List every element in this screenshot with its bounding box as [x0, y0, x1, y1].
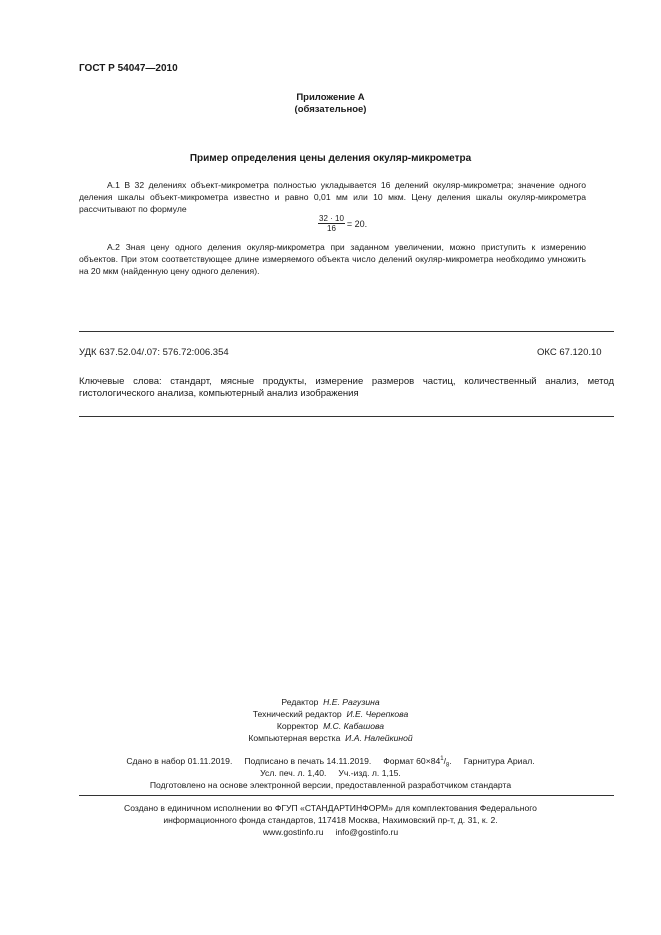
imprint-set-date: Сдано в набор 01.11.2019.: [126, 756, 233, 766]
formula-result: = 20.: [346, 218, 368, 229]
appendix-title: Приложение А: [296, 92, 365, 103]
formula-numerator: 32 · 10: [319, 214, 344, 223]
formula-denominator: 16: [327, 224, 336, 233]
imprint-line-2: [0, 768, 661, 778]
standard-header: ГОСТ Р 54047—2010: [79, 63, 178, 74]
format-frac-den: 8: [446, 762, 450, 769]
imprint-line-1: [0, 756, 661, 769]
appendix-status: (обязательное): [294, 104, 367, 115]
publisher-line-1: Создано в единичном исполнении во ФГУП «СТАНДАРТИНФОРМ» для комплектования Федерального: [124, 803, 537, 813]
editor-name: Н.Е. Рагузина: [323, 697, 380, 707]
divider-top: [79, 331, 614, 332]
imprint-publ-sheets: Уч.-изд. л. 1,15.: [338, 768, 401, 778]
udk-code: УДК 637.52.04/.07: 576.72:006.354: [79, 347, 229, 358]
credit-editor: [0, 697, 661, 707]
corrector-name: М.С. Кабашова: [323, 721, 385, 731]
imprint-print-sheets: Усл. печ. л. 1,40.: [260, 768, 327, 778]
imprint-font: Гарнитура Ариал.: [463, 756, 535, 766]
section-title: Пример определения цены деления окуляр-микрометра: [189, 153, 472, 164]
format-label: Формат 60×84: [383, 756, 441, 766]
imprint-line-3: Подготовлено на основе электронной версии, предоставленной разработчиком стандарта: [149, 780, 512, 790]
editor-label: Редактор: [281, 697, 319, 707]
tech-editor-name: И.Е. Черепкова: [346, 709, 409, 719]
paragraph-a2: А.2 Зная цену одного деления окуляр-микрометра при заданном увеличении, можно приступить к измерению объектов. При этом соответствующее длине измеряемого объекта число делений окуляр-микрометра необходимо умножить на 20 мкм (найденную цену одного деления).: [79, 242, 586, 276]
publisher-email[interactable]: info@gostinfo.ru: [335, 827, 399, 837]
formula: [318, 214, 367, 233]
layout-name: И.А. Налейкиной: [345, 733, 413, 743]
oks-code: ОКС 67.120.10: [537, 347, 602, 358]
appendix-heading: [0, 92, 661, 116]
imprint-print-date: Подписано в печать 14.11.2019.: [244, 756, 372, 766]
format-frac-num: 1: [440, 756, 444, 763]
formula-fraction: [318, 214, 345, 233]
publisher-line-2: информационного фонда стандартов, 117418 Москва, Нахимовский пр-т, д. 31, к. 2.: [163, 815, 498, 825]
corrector-label: Корректор: [276, 721, 319, 731]
keywords: Ключевые слова: стандарт, мясные продукты, измерение размеров частиц, количественный анализ, метод гистологического анализа, компьютерный анализ изображения: [79, 376, 614, 399]
paragraph-a1: А.1 В 32 делениях объект-микрометра полностью укладывается 16 делений окуляр-микрометра; значение одного деления шкалы объект-микрометра известно и равно 0,01 мм или 10 мкм. Цену деления шкалы окуляр-микрометра рассчитывают по формуле: [79, 180, 586, 214]
credit-layout: [0, 733, 661, 743]
publisher-website[interactable]: www.gostinfo.ru: [262, 827, 324, 837]
divider-keywords: [79, 416, 614, 417]
imprint-format: Формат $60\times 84^1/_8$.: [383, 756, 452, 769]
tech-editor-label: Технический редактор: [252, 709, 342, 719]
credit-tech-editor: [0, 709, 661, 719]
layout-label: Компьютерная верстка: [248, 733, 341, 743]
credit-corrector: [0, 721, 661, 731]
divider-bottom: [79, 795, 614, 796]
publisher-contacts: [0, 827, 661, 837]
